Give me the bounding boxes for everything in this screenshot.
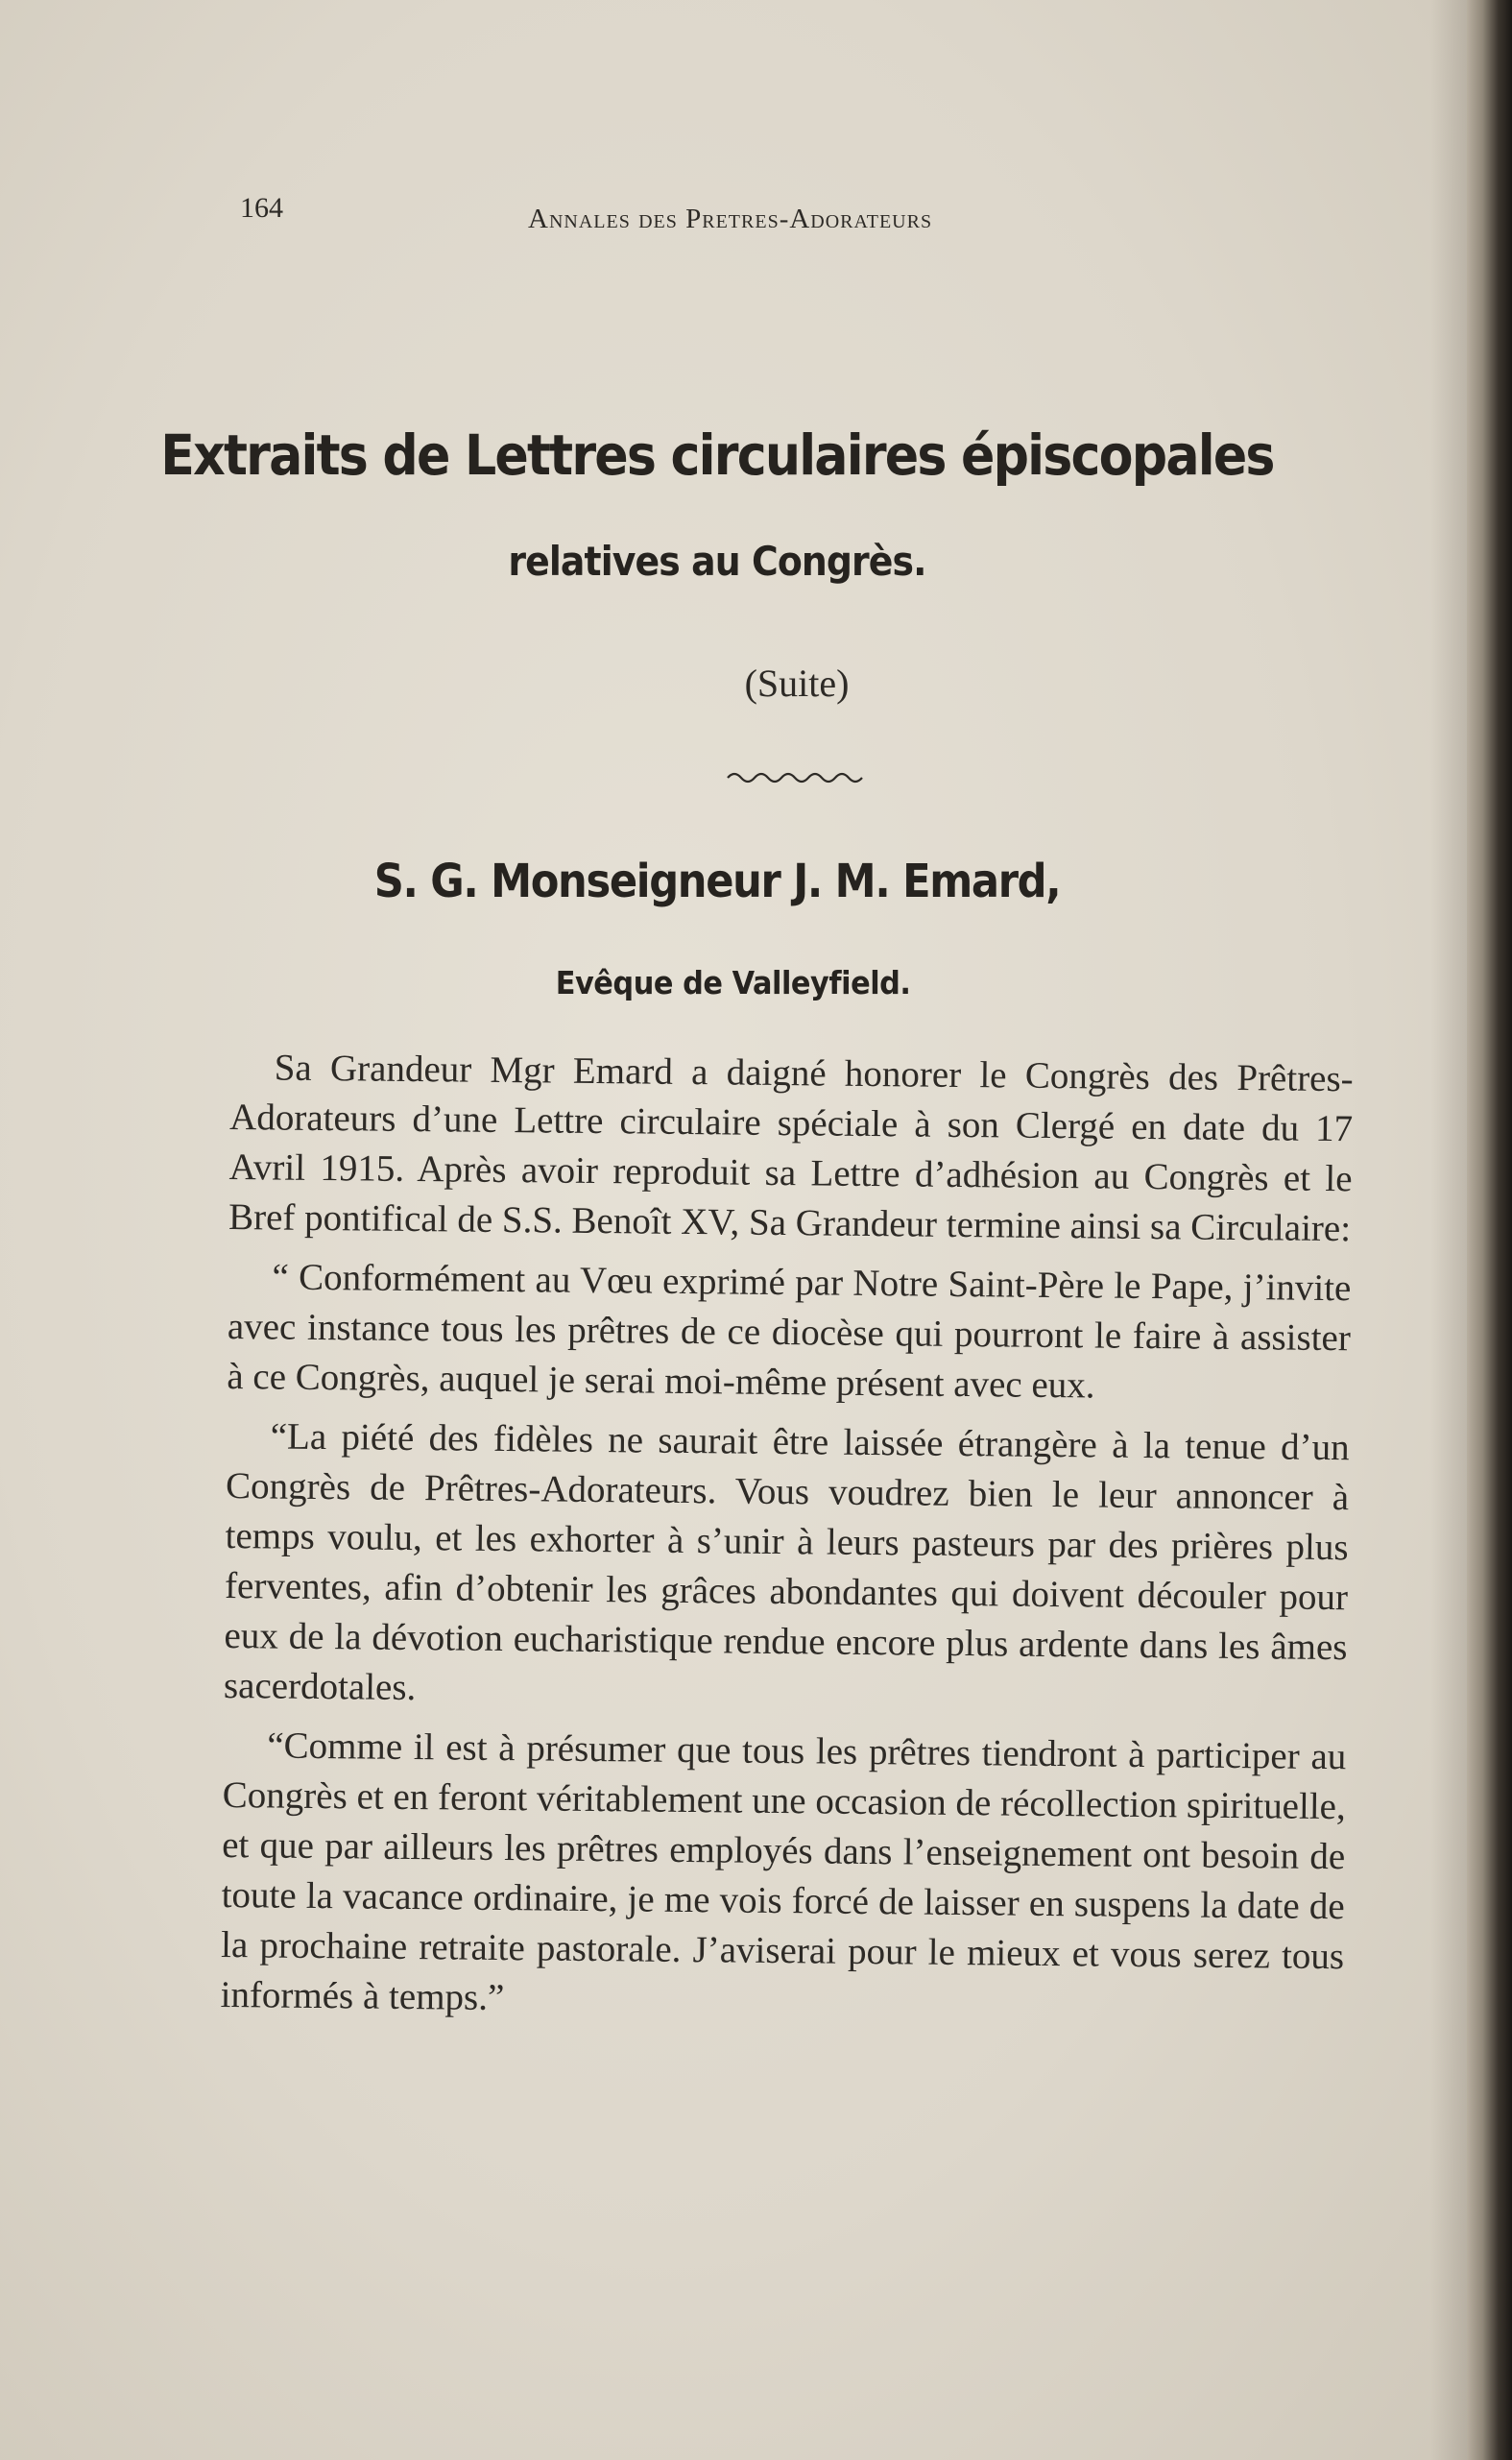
author-see: Evêque de Valleyfield. [555, 964, 911, 1001]
paragraph-intro: Sa Grandeur Mgr Emard a daigné honorer le Congrès des Prêtres-Adorateurs d’une Lettre circulaire spéciale à son Clergé en date du 17 Avril 1915. Après avoir reproduit sa Lettre d’adhésion au Congrès et le Bref pontifical de S.S. Benoît XV, Sa Grandeur termine ainsi sa Circulaire: [228, 1047, 1354, 1250]
article-subtitle: relatives au Congrès. [508, 538, 926, 585]
journal-title: Annales des Pretres-Adorateurs [528, 204, 933, 234]
continuation-label: (Suite) [744, 662, 850, 705]
paragraph-quote-1: “ Conformément au Vœu exprimé par Notre Saint-Père le Pape, j’invite avec instance tous les prêtres de ce diocèse qui pourront le faire à assister à ce Congrès, auquel je serai moi-même présent avec eux. [227, 1256, 1352, 1407]
body-text [220, 1043, 1354, 2041]
wavy-rule-ornament [726, 768, 870, 787]
article-title: Extraits de Lettres circulaires épiscopales [160, 422, 1274, 488]
running-head [240, 192, 1200, 234]
page-edge-shadow [1430, 0, 1469, 2460]
book-binding-gutter [1467, 0, 1512, 2460]
page-number: 164 [240, 192, 283, 224]
paragraph-quote-3: “Comme il est à présumer que tous les prêtres tiendront à participer au Congrès et en feront véritablement une occasion de récollection spirituelle, et que par ailleurs les prêtres employés dans l’enseignement ont besoin de toute la vacance ordinaire, je me vois forcé de laisser en suspens la date de la prochaine retraite pastorale. J’aviserai pour le mieux et vous serez tous informés à temps.” [220, 1724, 1347, 2019]
author-name: S. G. Monseigneur J. M. Emard, [373, 855, 1061, 908]
paragraph-quote-2: “La piété des fidèles ne saurait être laissée étrangère à la tenue d’un Congrès de Prêtres-Adorateurs. Vous voudrez bien le leur annoncer à temps voulu, et les exhorter à s’unir à leurs pasteurs par des prières plus ferventes, afin d’obtenir les grâces abondantes qui doivent découler pour eux de la dévotion eucharistique rendue encore plus ardente dans les âmes sacerdotales. [223, 1415, 1350, 1709]
